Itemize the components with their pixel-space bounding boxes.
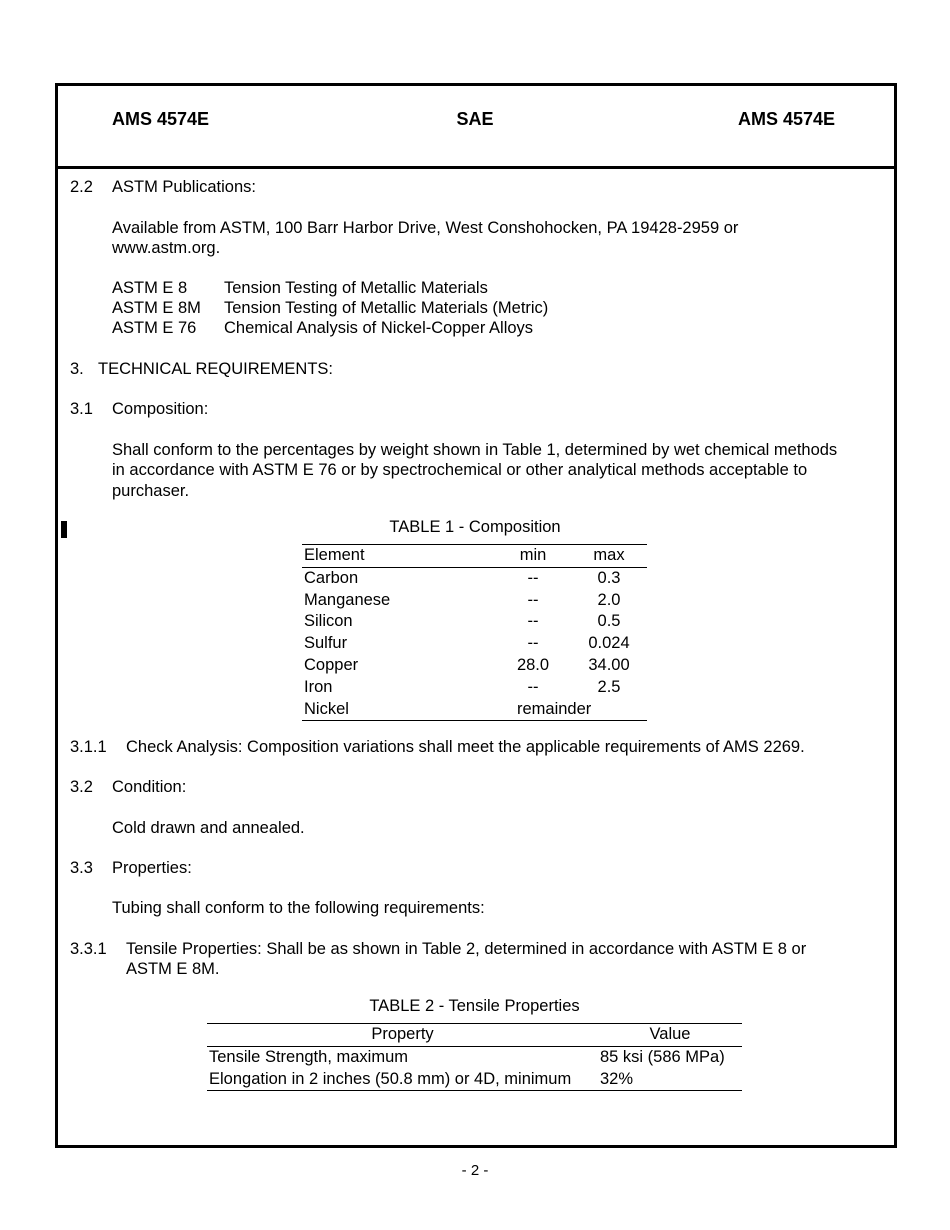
paragraph-line: www.astm.org. <box>112 239 221 257</box>
ref-title: Chemical Analysis of Nickel-Copper Alloys <box>224 319 534 337</box>
paragraph-line: ASTM E 8M. <box>126 960 220 978</box>
cell-element: Iron <box>304 677 333 696</box>
cell-max: 34.00 <box>588 655 630 674</box>
ref-code: ASTM E 8M <box>112 299 201 317</box>
cell-property: Elongation in 2 inches (50.8 mm) or 4D, minimum <box>207 1069 598 1091</box>
section-number: 3.1 <box>70 400 93 418</box>
cell-property: Tensile Strength, maximum <box>209 1047 408 1066</box>
section-number: 2.2 <box>70 178 93 196</box>
header-doc-id-left: AMS 4574E <box>112 109 210 129</box>
col-header-property: Property <box>207 1024 598 1047</box>
table1 <box>302 544 647 721</box>
section-number: 3.2 <box>70 778 93 796</box>
cell-element: Sulfur <box>304 634 348 653</box>
cell-value: 32% <box>598 1069 742 1091</box>
page-number: - 2 - <box>461 1162 489 1179</box>
cell-value: 85 ksi (586 MPa) <box>600 1047 725 1066</box>
table-row <box>302 699 647 721</box>
table-row <box>207 1069 742 1091</box>
cell-min: -- <box>527 634 539 653</box>
paragraph-line: Tensile Properties: Shall be as shown in Table 2, determined in accordance with ASTM E 8 or <box>126 940 807 958</box>
cell-element: Nickel <box>302 699 495 721</box>
cell-max: 0.5 <box>597 612 621 631</box>
paragraph-line: purchaser. <box>112 482 190 500</box>
col-header-max: max <box>571 545 647 568</box>
table-row <box>302 567 647 589</box>
section-number: 3.1.1 <box>70 738 107 756</box>
paragraph-line: Tubing shall conform to the following requirements: <box>112 899 485 917</box>
table-row <box>302 633 647 655</box>
header-divider <box>55 166 897 169</box>
table-row <box>302 590 647 612</box>
table-row <box>302 677 647 699</box>
paragraph-line: Shall conform to the percentages by weight shown in Table 1, determined by wet chemical methods <box>112 441 838 459</box>
header-doc-id-right: AMS 4574E <box>738 109 836 129</box>
col-header-value: Value <box>598 1024 742 1047</box>
col-header-element: Element <box>302 545 495 568</box>
cell-min: -- <box>527 677 539 696</box>
cell-min: -- <box>527 612 539 631</box>
ref-title: Tension Testing of Metallic Materials (Metric) <box>224 299 549 317</box>
table-row <box>302 655 647 677</box>
cell-element: Carbon <box>304 568 359 587</box>
section-title: Composition: <box>112 400 209 418</box>
cell-element: Copper <box>304 655 359 674</box>
section-number: 3. <box>70 360 84 378</box>
cell-max: 0.024 <box>588 634 630 653</box>
section-title: TECHNICAL REQUIREMENTS: <box>98 360 333 378</box>
header-org: SAE <box>456 109 494 129</box>
col-header-min: min <box>495 545 571 568</box>
table-row <box>302 611 647 633</box>
cell-max: 2.0 <box>597 590 621 609</box>
cell-remainder: remainder <box>495 699 647 721</box>
table-header-row <box>302 545 647 568</box>
section-number: 3.3.1 <box>70 940 107 958</box>
section-title: Properties: <box>112 859 192 877</box>
cell-element: Manganese <box>304 590 391 609</box>
paragraph-line: Cold drawn and annealed. <box>112 819 305 837</box>
paragraph-line: Available from ASTM, 100 Barr Harbor Drive, West Conshohocken, PA 19428-2959 or <box>112 219 739 237</box>
table1-caption: TABLE 1 - Composition <box>389 518 561 536</box>
cell-element: Silicon <box>304 612 353 631</box>
table2 <box>207 1023 742 1091</box>
table2-caption: TABLE 2 - Tensile Properties <box>369 997 580 1015</box>
paragraph-line: Check Analysis: Composition variations shall meet the applicable requirements of AMS 2269. <box>126 738 805 756</box>
cell-min: 28.0 <box>516 655 550 674</box>
cell-min: -- <box>527 590 539 609</box>
table-row <box>207 1046 742 1068</box>
revision-bar <box>61 521 67 538</box>
section-title: Condition: <box>112 778 187 796</box>
ref-code: ASTM E 8 <box>112 279 188 297</box>
cell-min: -- <box>527 568 539 587</box>
cell-max: 0.3 <box>597 568 621 587</box>
section-title: ASTM Publications: <box>112 178 256 196</box>
cell-max: 2.5 <box>597 677 621 696</box>
section-number: 3.3 <box>70 859 93 877</box>
table-header-row <box>207 1024 742 1047</box>
ref-code: ASTM E 76 <box>112 319 197 337</box>
paragraph-line: in accordance with ASTM E 76 or by spectrochemical or other analytical methods acceptable to <box>112 461 808 479</box>
ref-title: Tension Testing of Metallic Materials <box>224 279 488 297</box>
